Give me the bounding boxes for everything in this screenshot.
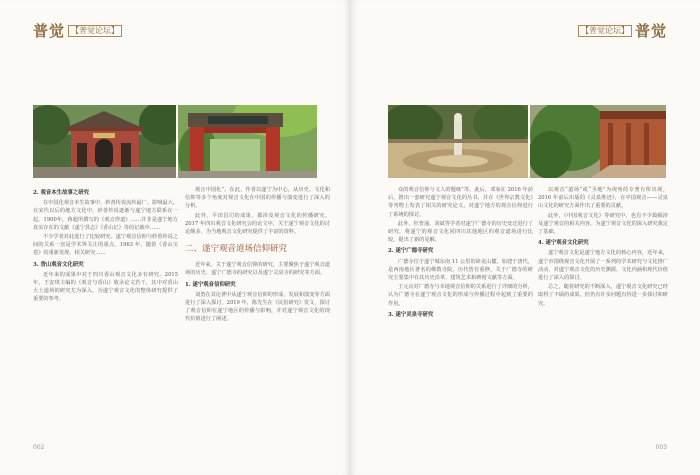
paragraph: 王元良对广德寺与本地观音信仰的关系进行了详细的分析，认为广德寺在遂宁观音文化的形成与传播过程中起到了重要的作用。 xyxy=(388,284,533,307)
right-page xyxy=(350,0,700,475)
heading: 2. 遂宁广德寺研究 xyxy=(388,248,434,255)
heading: 2. 观音本生故事之研究 xyxy=(33,190,90,196)
heading: 3. 香山观音文化研究 xyxy=(33,261,84,268)
paragraph: 近年来的成果中对于四川香山观音文化多有研究。2015 年，王安琪主编的《观音与香山》收录论文若干，其中对香山大士道场的研究尤为深入，为遂宁观音文化的整体研究提供了重要的参考。 xyxy=(33,271,178,303)
page-number-right: 003 xyxy=(655,444,667,451)
paragraph: 以观音“道场”或“圣地”为视角的专著有所出现。2016 年前后出版的《灵泉胜迹》，在中国观音——灵泉山文化的研究方面作出了重要的贡献。 xyxy=(538,187,668,210)
brand-logo: 普觉 xyxy=(634,22,667,40)
left-column-1 xyxy=(33,186,178,305)
paragraph: 众的观音信仰与文人的题咏”等。此后，邓家在 2016 年前后，推出一套研究遂宁观音文化的丛书，并在《世界宗教文化》等刊物上发表了相关的研究论文，对遂宁地方的观音信仰进行了系统的探讨。 xyxy=(388,187,533,218)
section-heading: 二、遂宁观音道场信仰研究 xyxy=(185,244,288,255)
left-page-header xyxy=(33,20,122,41)
right-page-header xyxy=(578,20,667,41)
paragraph: 此外，《中国观音文化》等研究中，也有不少篇幅涉及遂宁观音的相关内容，为遂宁观音文化的深入研究奠定了基础。 xyxy=(538,212,668,236)
photo-red-gateway xyxy=(178,105,317,178)
right-column-1 xyxy=(388,186,533,321)
paragraph: 在中国化观音本生故事中，妙善传说流传最广、影响最大。在宋代以后的地方文化中，妙善传说逐渐与遂宁地方联系在一起。1900年，蒋超所撰写的《观音得道》……并非是遂宁地方真实存在的文献《遂宁县志》《香山记》等的记载中…… xyxy=(33,200,178,231)
photo-courtyard xyxy=(388,105,528,178)
paragraph: 观音中国化”。在此，作者以遂宁为中心，从历史、文化和信仰等多个角度对观音文化在中国的传播与演变进行了深入的分析。 xyxy=(185,187,330,210)
paragraph: 此外，平田昌司的成果，都涉及观音文化的传播研究。2017 年四川观音文化研究会的论文中，关于遂宁观音文化的讨论颇多，为当地观音文化研究提供了丰富的资料。 xyxy=(185,212,330,236)
paragraph: 广德寺位于遂宁城东南 11 公里的卧龙山麓，始建于唐代，是西南地区著名的佛教寺院，历代皆有重修。关于广德寺的研究主要集中在其历史沿革、建筑艺术和碑刻文献等方面。 xyxy=(388,258,533,282)
paragraph: 遂宁观音文化是遂宁地方文化的核心内容，近年来，遂宁市围绕观音文化开展了一系列的学术研究与文化推广活动，对遂宁观音文化的历史渊源、文化内涵和现代价值进行了深入的探讨。 xyxy=(538,250,668,282)
section-tag: 【普觉论坛】 xyxy=(578,25,632,37)
right-column-2 xyxy=(538,186,668,309)
paragraph: 刘勇在其论著中从遂宁观音信仰的形成、发展和演变等方面进行了深入探讨，2019 年，陈先生在《民俗研究》发文，探讨了观音信仰在遂宁地区的传播与影响，并对遂宁观音文化的现代价值进行了阐述。 xyxy=(185,291,330,323)
paragraph: 不少学者对此进行了比较研究。遂宁观音信仰与妙善传说之间的关系一直是学术界关注的重点。1963 年，随着《香山宝卷》的重新发现，相关研究…… xyxy=(33,234,178,257)
left-column-2 xyxy=(185,186,330,325)
section-tag: 【普觉论坛】 xyxy=(68,25,122,37)
page-number-left: 002 xyxy=(33,444,45,451)
brand-logo: 普觉 xyxy=(33,22,66,40)
photo-temple-gate xyxy=(33,105,176,178)
heading: 4. 遂宁观音文化研究 xyxy=(538,240,589,247)
heading: 1. 遂宁观音信仰研究 xyxy=(185,281,236,288)
paragraph: 近年来，关于遂宁观音信仰的研究，主要聚焦于遂宁观音道场的历史、遂宁广德寺的研究以及遂宁灵泉寺的研究等方面。 xyxy=(185,262,330,277)
heading: 3. 遂宁灵泉寺研究 xyxy=(388,311,434,318)
paragraph: 此外，杜普通、刘斌等学者对遂宁广德寺的历史变迁进行了研究，将遂宁的观音文化同四川其他地区的观音道场进行比较，提出了新的见解。 xyxy=(388,220,533,244)
paragraph: 总之，随着研究的不断深入，遂宁观音文化研究已经取得了丰硕的成果，但仍有许多问题有待进一步探讨和研究。 xyxy=(538,284,668,307)
photo-corridor xyxy=(530,105,666,178)
